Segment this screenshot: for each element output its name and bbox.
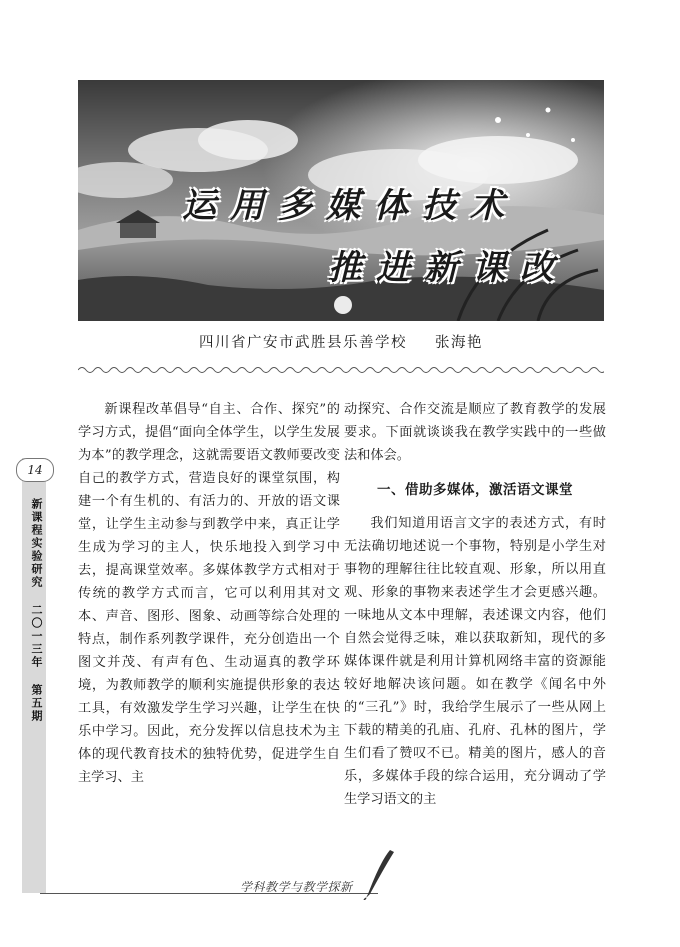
ornamental-divider	[78, 365, 604, 375]
body-paragraph: 我们知道用语言文字的表述方式，有时无法确切地述说一个事物，特别是小学生对事物的理解往往比较直观、形象，所以用直观、形象的事物来表述学生才会更感兴趣。一味地从文本中理解，表述课文内容，他们自然会觉得乏味，难以获取新知，现代的多媒体课件就是利用计算机网络丰富的资源能较好地解决该问题。如在教学《闻名中外的“三孔”》时，我给学生展示了一些从网上下载的精美的孔庙、孔府、孔林的图片，学生们看了赞叹不已。精美的图片，感人的音乐，多媒体手段的综合运用，充分调动了学生学习语文的主	[344, 516, 606, 807]
footer-section-name: 学科教学与教学探新	[240, 880, 353, 894]
title-banner	[78, 80, 604, 321]
quill-pen-icon	[360, 848, 396, 900]
author-name: 张海艳	[435, 335, 483, 351]
right-column	[344, 398, 606, 811]
author-school: 四川省广安市武胜县乐善学校	[199, 335, 407, 351]
side-strip	[22, 458, 46, 893]
journal-info: 新课程实验研究 二〇一三年 第五期	[30, 498, 43, 723]
banner-title-line2: 推进新课改	[328, 248, 568, 288]
banner-title-line1: 运用多媒体技术	[182, 186, 518, 226]
body-paragraph: 新课程改革倡导“自主、合作、探究”的学习方式，提倡“面向全体学生，以学生发展为本”的教学理念，这就需要语文教师要改变自己的教学方式，营造良好的课堂氛围，构建一个有生机的、有活力的、开放的语文课堂，让学生主动参与到教学中来，真正让学生成为学习的主人，快乐地投入到学习中去，提高课堂效率。多媒体教学方式相对于传统的教学方式而言，它可以利用其对文本、声音、图形、图象、动画等综合处理的特点，制作系列教学课件，充分创造出一个图文并茂、有声有色、生动逼真的教学环境，为教师教学的顺利实施提供形象的表达工具，有效激发学生学习兴趣，让学生在快乐中学习。因此，充分发挥以信息技术为主体的现代教育技术的独特优势，促进学生自主学习、主	[78, 402, 340, 785]
page-number: 14	[16, 458, 54, 482]
author-line	[78, 331, 604, 352]
left-column	[78, 398, 340, 789]
section-heading: 一、借助多媒体，激活语文课堂	[377, 482, 573, 498]
body-paragraph: 动探究、合作交流是顺应了教育教学的发展要求。下面就谈谈我在教学实践中的一些做法和体会。	[344, 402, 606, 463]
